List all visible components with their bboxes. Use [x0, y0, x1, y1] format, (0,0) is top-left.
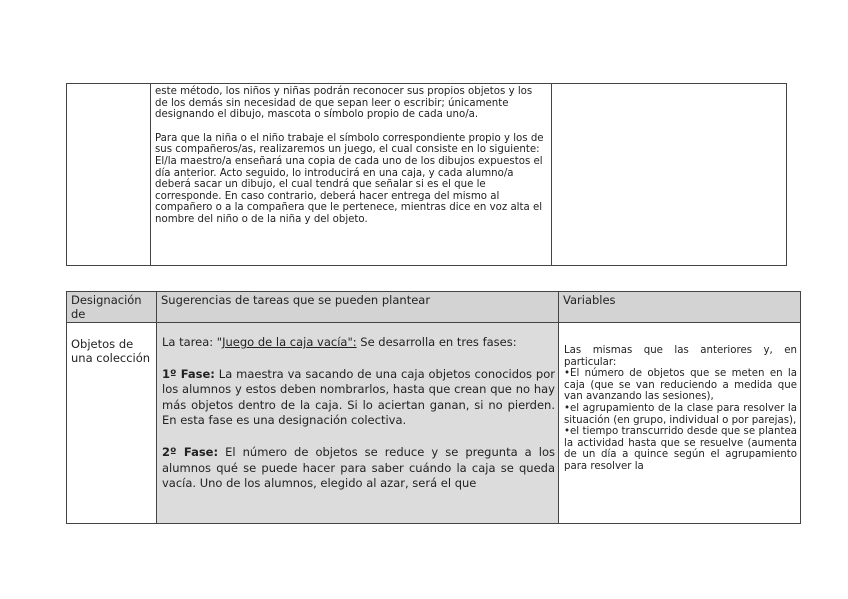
variables-item-3: •el tiempo transcurrido desde que se plantea la actividad hasta que se resuelve (aumenta de un día a quince según el agrupamiento para resolver la — [564, 426, 797, 472]
table-row — [67, 323, 801, 524]
variables-item-1: •El número de objetos que se meten en la caja (que se van reduciendo a medida que van avanzando las sesiones), — [564, 368, 797, 403]
task-intro — [162, 335, 555, 351]
header-row — [67, 292, 801, 323]
variables-cell — [559, 323, 801, 524]
phase-1-text: La maestra va sacando de una caja objetos conocidos por los alumnos y estos deben nombrarlos, hasta que crean que no hay más objetos dentro de la caja. Si lo aciertan ganan, si no pierden. En esta fase es una designación colectiva. — [162, 366, 555, 428]
variables-item-2: •el agrupamiento de la clase para resolver la situación (en grupo, individual o por parejas), — [564, 402, 797, 426]
header-variables: Variables — [559, 292, 801, 323]
phase-2-label: 2º Fase: — [162, 444, 219, 459]
top-table — [66, 83, 787, 266]
phase-1 — [162, 367, 555, 429]
top-paragraph-2: Para que la niña o el niño trabaje el símbolo correspondiente propio y los de sus compañeros/as, realizaremos un juego, el cual consiste en lo siguiente: El/la maestro/a enseñará una copia de cada uno de los dibujos expuestos el día anterior. Acto seguido, lo introducirá en una caja, y cada alumno/a deberá sacar un dibujo, el cual tendrá que señalar si es el que le corresponde. En caso contrario, deberá hacer entrega del mismo al compañero o a la compañera que le pertenece, mientras dice en voz alta el nombre del niño o de la niña y del objeto. — [155, 132, 544, 225]
phase-2-text: El número de objetos se reduce y se pregunta a los alumnos qué se puede hacer para saber cuándo la caja se queda vacía. Uno de los alumnos, elegido al azar, será el que — [162, 444, 555, 491]
top-paragraph-1: este método, los niños y niñas podrán reconocer sus propios objetos y los de los demás sin necesidad de que sepan leer o escribir; únicamente designando el dibujo, mascota o símbolo propio de cada uno/a. — [155, 86, 533, 121]
phase-2 — [162, 445, 555, 492]
top-table-left-cell — [67, 84, 151, 266]
designation-cell: Objetos de una colección — [67, 323, 157, 524]
header-designation: Designación de — [67, 292, 157, 323]
task-title: Juego de la caja vacía": — [222, 335, 357, 349]
suggestions-cell — [157, 323, 559, 524]
top-table-text-cell — [151, 84, 552, 266]
header-suggestions: Sugerencias de tareas que se pueden plantear — [157, 292, 559, 323]
task-suffix: Se desarrolla en tres fases: — [356, 335, 517, 349]
top-table-right-cell — [552, 84, 787, 266]
task-prefix: La tarea: " — [162, 335, 223, 349]
variables-intro: Las mismas que las anteriores y, en particular: — [564, 345, 797, 368]
tasks-table — [66, 291, 801, 524]
phase-1-label: 1º Fase: — [162, 366, 215, 381]
